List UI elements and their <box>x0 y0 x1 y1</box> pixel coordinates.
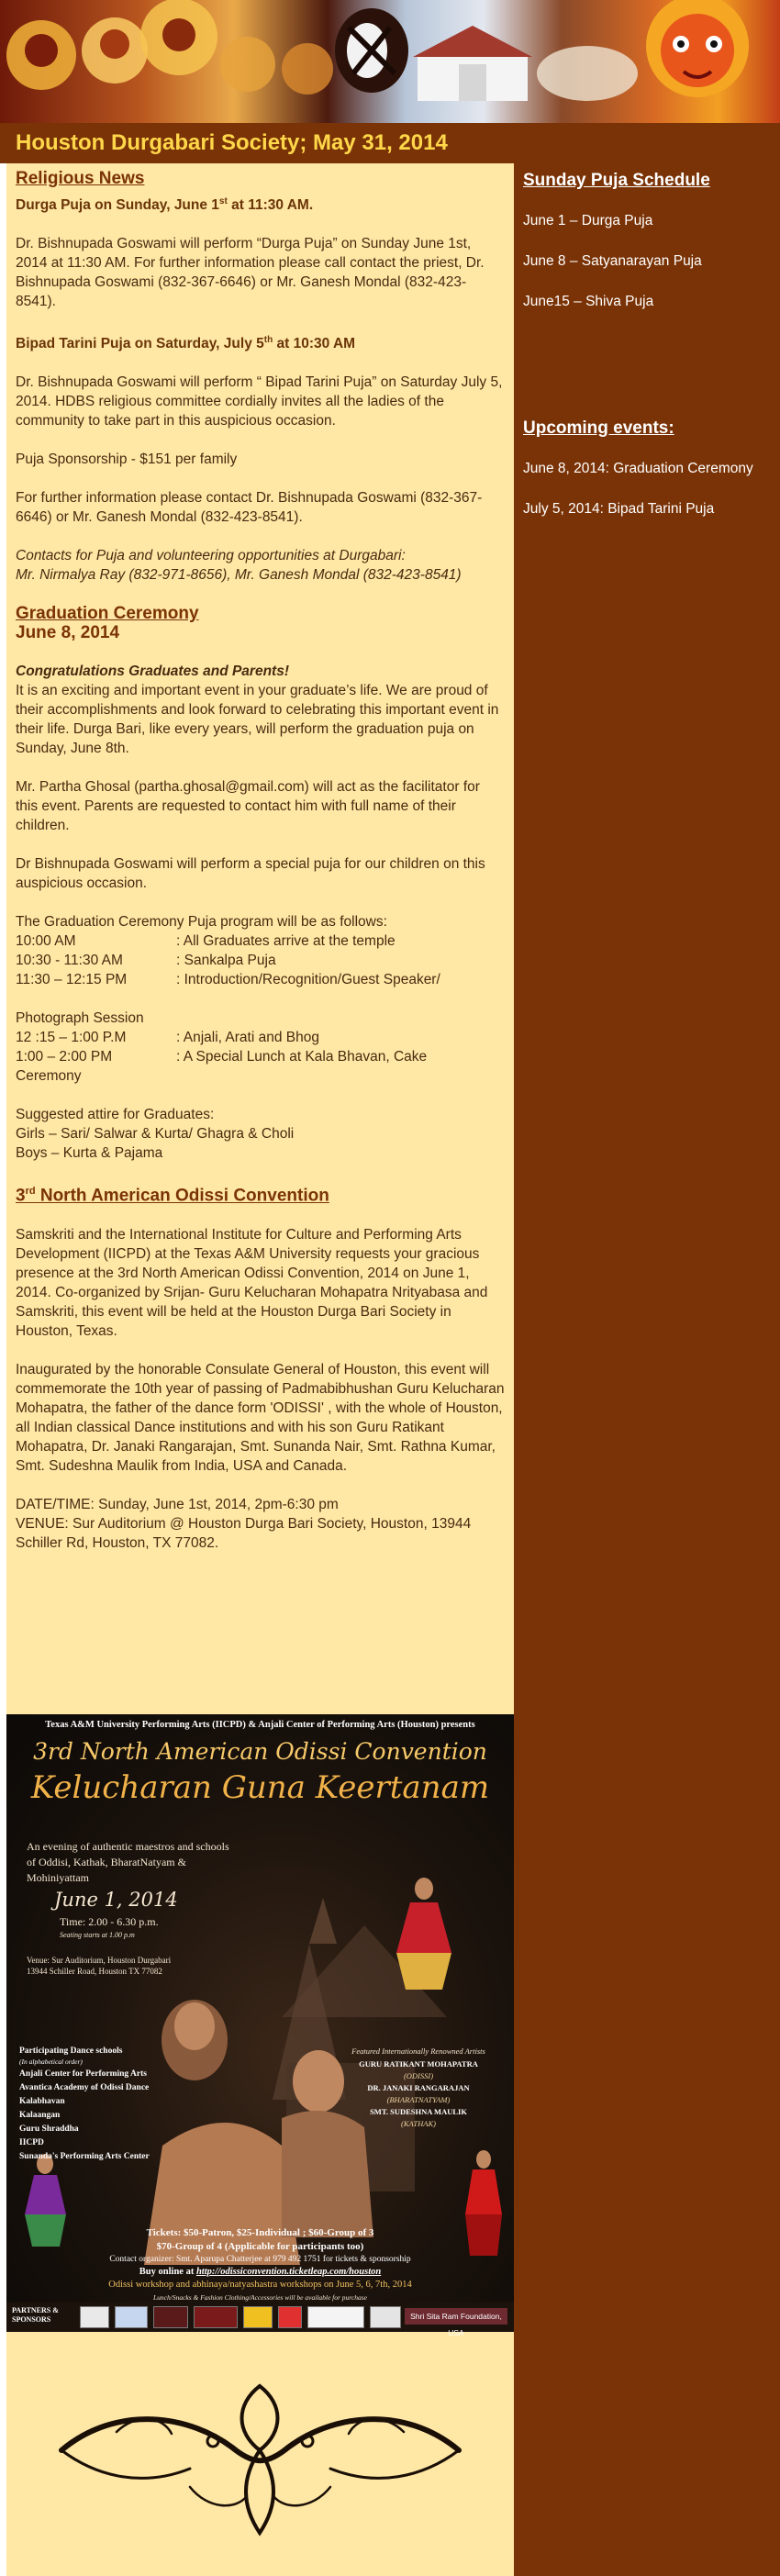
odissi-venue: VENUE: Sur Auditorium @ Houston Durga Bari Society, Houston, 13944 Schiller Rd, Houston, TX 77082. <box>16 1515 472 1551</box>
graduation-heading: Graduation Ceremony <box>16 604 199 624</box>
poster-schools-heading: Participating Dance schools <box>19 2046 123 2056</box>
poster-schools-list <box>19 2068 150 2164</box>
graduation-facilitator: Mr. Partha Ghosal (partha.ghosal@gmail.com) will act as the facilitator for this event. Parents are requested to contact him with full name of their children. <box>16 779 480 834</box>
graduation-date: June 8, 2014 <box>16 623 120 643</box>
upcoming-item: July 5, 2014: Bipad Tarini Puja <box>523 501 715 517</box>
program-time: 10:00 AM <box>16 933 76 950</box>
puja-sponsorship: Puja Sponsorship - $151 per family <box>16 452 238 468</box>
sponsor-logo-icon <box>153 2306 188 2328</box>
schedule-item: June 8 – Satyanarayan Puja <box>523 253 702 269</box>
upcoming-events-heading: Upcoming events: <box>523 418 674 438</box>
sponsor-label <box>12 2306 59 2325</box>
odissi-convention-poster <box>6 1714 514 2337</box>
poster-buy-label: Buy online at <box>139 2267 196 2277</box>
graduation-intro: It is an exciting and important event in your graduate’s life. We are proud of their accomplishments and look forward to celebrating this important event in their life. Durga Bari, like every years, will perform the graduation puja on Sunday, June 8th. <box>16 683 499 757</box>
poster-schools-subheading: (In alphabetical order) <box>19 2057 83 2066</box>
title-bar <box>0 123 780 163</box>
poster-school: Kalabhavan <box>19 2097 65 2106</box>
scroll-flourish-ornament-icon <box>6 2349 514 2560</box>
poster-school: Guru Shraddha <box>19 2124 79 2134</box>
poster-venue-line: 13944 Schiller Road, Houston TX 77082 <box>27 1967 162 1976</box>
poster-school: Avantica Academy of Odissi Dance <box>19 2083 150 2092</box>
poster-venue-line: Venue: Sur Auditorium, Houston Durgabari <box>27 1956 172 1965</box>
bipad-tarini-heading <box>16 330 505 353</box>
poster-tickets <box>6 2226 514 2254</box>
odissi-heading-text: North American Odissi Convention <box>35 1186 329 1206</box>
poster-venue <box>27 1955 210 1977</box>
poster-tagline: An evening of authentic maestros and schools of Oddisi, Kathak, BharatNatyam & Mohiniyattam <box>27 1840 229 1884</box>
sidebar <box>514 163 780 2576</box>
odissi-heading <box>16 1182 505 1205</box>
poster-contact: Contact organizer: Smt. Aparupa Chatterjee at 979 492 1751 for tickets & sponsorship <box>109 2255 411 2264</box>
poster-tickets-line: Tickets: $50-Patron, $25-Individual ; $60-Group of 3 <box>146 2227 374 2238</box>
poster-school: IICPD <box>19 2138 44 2147</box>
sponsor-logo-icon <box>194 2306 238 2328</box>
poster-workshop: Odissi workshop and abhinaya/natyashastra workshops on June 5, 6, 7th, 2014 <box>108 2280 412 2290</box>
program-intro: The Graduation Ceremony Puja program will be as follows: <box>16 914 387 931</box>
program-desc: : A Special Lunch at Kala Bhavan, Cake <box>176 1049 428 1065</box>
sponsor-logo-icon <box>115 2306 148 2328</box>
program-desc: : Sankalpa Puja <box>176 953 276 969</box>
deity-collage-banner-icon <box>0 0 780 123</box>
poster-artist-name: GURU RATIKANT MOHAPATRA <box>359 2059 478 2069</box>
poster-artist-style: (KATHAK) <box>401 2119 436 2128</box>
poster-lunch: Lunch/Snacks & Fashion Clothing/Accessories will be available for purchase <box>152 2293 368 2302</box>
program-row <box>16 931 505 951</box>
poster-artist-style: (BHARATNATYAM) <box>386 2095 451 2104</box>
sponsor-logo-icon <box>370 2306 401 2328</box>
sponsor-sri-sita-ram: Shri Sita Ram Foundation, USA <box>405 2308 507 2325</box>
poster-buy-link[interactable]: http://odissiconvention.ticketleap.com/houston <box>195 2267 382 2277</box>
upcoming-item: June 8, 2014: Graduation Ceremony <box>523 461 753 476</box>
poster-organizers: Texas A&M University Performing Arts (IICPD) & Anjali Center of Performing Arts (Houston) presents <box>45 1720 475 1730</box>
program-time: 12 :15 – 1:00 P.M <box>16 1030 127 1046</box>
schedule-item: June 1 – Durga Puja <box>523 213 653 229</box>
bipad-tarini-heading-sup: th <box>263 335 273 346</box>
bipad-further-info: For further information please contact Dr. Bishnupada Goswami (832-367-6646) or Mr. Ganesh Mondal (832-423-8541). <box>16 490 483 526</box>
religious-news-heading: Religious News <box>16 169 145 188</box>
odissi-para2: Inaugurated by the honorable Consulate General of Houston, this event will commemorate the 10th year of passing of Padmabibhushan Guru Kelucharan Mohapatra, the father of the dance form 'ODISSI' , with the whole of Houston, all Indian classical Dance institutions and with his son Guru Ratikant Mohapatra, Dr. Janaki Rangarajan, Smt. Sunanda Nair, Smt. Rathna Kumar, Smt. Sudeshna Maulik from India, USA and Canada. <box>16 1361 505 1474</box>
sponsor-strip <box>6 2303 514 2337</box>
program-desc: : All Graduates arrive at the temple <box>176 933 396 950</box>
program-time: 11:30 – 12:15 PM <box>16 972 128 988</box>
poster-artists-list <box>336 2058 501 2130</box>
sponsor-logo-icon <box>307 2306 364 2328</box>
poster-seating: Seating starts at 1.00 p.m <box>60 1931 135 1939</box>
odissi-para1: Samskriti and the International Institute for Culture and Performing Arts Development (IICPD) at the Texas A&M University requests your gracious presence at the 3rd North American Odissi Convention, 2014 on June 1, 2014. Co-organized by Srijan- Guru Kelucharan Mohapatra Nrityabasa and Samskriti, this event will be held at the Houston Durga Bari Society in Houston, Texas. <box>16 1226 488 1339</box>
odissi-heading-sup: rd <box>25 1186 36 1198</box>
poster-time: Time: 2.00 - 6.30 p.m. <box>60 1915 159 1928</box>
poster-school: Kalaangan <box>19 2111 61 2120</box>
bipad-tarini-heading-time: at 10:30 AM <box>273 336 356 352</box>
durga-puja-body: Dr. Bishnupada Goswami will perform “Durga Puja” on Sunday June 1st, 2014 at 11:30 AM. For further information please call contact the priest, Dr. Bishnupada Goswami (832-367-6646) or Mr. Ganesh Mondal (832-423-8541). <box>16 236 485 310</box>
header-banner <box>0 0 780 123</box>
odissi-datetime: DATE/TIME: Sunday, June 1st, 2014, 2pm-6:30 pm <box>16 1496 339 1512</box>
sponsor-label-line: PARTNERS & <box>12 2306 59 2314</box>
poster-artist-name: SMT. SUDESHNA MAULIK <box>370 2107 467 2116</box>
poster-date: June 1, 2014 <box>54 1889 178 1911</box>
poster-artist-style: (ODISSI) <box>403 2071 434 2080</box>
attire-boys: Boys – Kurta & Pajama <box>16 1145 163 1162</box>
durga-puja-heading <box>16 192 505 215</box>
poster-tickets-line: $70-Group of 4 (Applicable for participants too) <box>156 2241 364 2252</box>
program-desc: : Anjali, Arati and Bhog <box>176 1030 319 1046</box>
durga-puja-heading-sup: st <box>218 196 228 206</box>
odissi-heading-num: 3 <box>16 1186 26 1206</box>
durga-puja-heading-time: at 11:30 AM. <box>227 197 314 214</box>
program-row <box>16 1028 505 1047</box>
program-time: 1:00 – 2:00 PM <box>16 1049 113 1065</box>
newsletter-title: Houston Durgabari Society; May 31, 2014 <box>16 130 448 155</box>
bipad-tarini-heading-text: Bipad Tarini Puja on Saturday, July 5 <box>16 336 264 352</box>
sunday-puja-schedule-heading: Sunday Puja Schedule <box>523 171 710 190</box>
poster-subtitle: Kelucharan Guna Keertanam <box>30 1769 490 1806</box>
poster-artists-heading: Featured Internationally Renowned Artists <box>351 2046 485 2056</box>
attire-girls: Girls – Sari/ Salwar & Kurta/ Ghagra & Choli <box>16 1126 295 1143</box>
poster-school: Anjali Center for Performing Arts <box>19 2069 147 2079</box>
program-row <box>16 970 505 989</box>
poster-artist-name: DR. JANAKI RANGARAJAN <box>367 2083 470 2092</box>
poster-title: 3rd North American Odissi Convention <box>33 1738 487 1765</box>
graduation-special-puja: Dr Bishnupada Goswami will perform a special puja for our children on this auspicious occasion. <box>16 856 485 892</box>
photo-session: Photograph Session <box>16 1010 144 1027</box>
contacts-line2: Mr. Nirmalya Ray (832-971-8656), Mr. Ganesh Mondal (832-423-8541) <box>16 567 462 584</box>
contacts-line1: Contacts for Puja and volunteering opportunities at Durgabari: <box>16 548 406 564</box>
sponsor-logo-icon <box>278 2306 302 2328</box>
sponsor-logo-icon <box>80 2306 109 2328</box>
sponsor-label-line: SPONSORS <box>12 2315 51 2324</box>
graduation-congrats: Congratulations Graduates and Parents! <box>16 664 289 680</box>
ceremony-word: Ceremony <box>16 1068 82 1085</box>
durga-puja-heading-text: Durga Puja on Sunday, June 1 <box>16 197 219 214</box>
program-time: 10:30 - 11:30 AM <box>16 953 123 969</box>
schedule-item: June15 – Shiva Puja <box>523 294 654 309</box>
attire-heading: Suggested attire for Graduates: <box>16 1107 215 1123</box>
bipad-tarini-body: Dr. Bishnupada Goswami will perform “ Bipad Tarini Puja” on Saturday July 5, 2014. HDBS religious committee cordially invites all the ladies of the community to take part in this auspicious occasion. <box>16 374 503 429</box>
poster-school: Sunanda's Performing Arts Center <box>19 2152 150 2161</box>
sponsor-logo-icon <box>243 2306 273 2328</box>
program-row <box>16 1047 505 1066</box>
program-row <box>16 951 505 970</box>
program-desc: : Introduction/Recognition/Guest Speaker/ <box>176 972 440 988</box>
poster-buy-online <box>6 2267 514 2277</box>
